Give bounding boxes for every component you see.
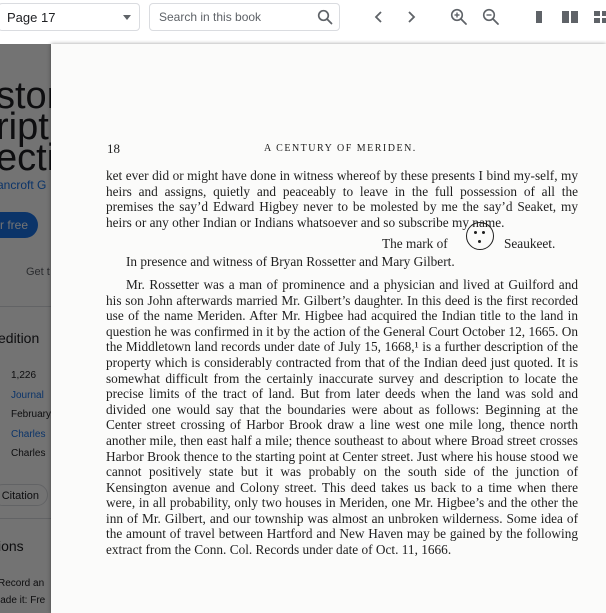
single-page-view-icon[interactable] — [530, 8, 548, 26]
search-icon[interactable] — [317, 9, 333, 30]
paragraph: Mr. Rossetter was a man of prominence and a physician and lived at Guilford and his son John afterwards married Mr. Gilbert’s daughter. In this deed is the first recorded use of the name Meriden. After Mr. Higbee had acquired the Indian title to the land in question he was confirmed in it by the action of the General Court October 12, 1665. On the Middletown land records under date of July 15, 1668,¹ is a further description of the property which is considerably contracted from that of the Indian deed just quoted. It is somewhat difficult from the certainly inaccurate survey and description to locate the precise limits of the tract of land. But from later deeds when the land was sold and divided one would say that the boundaries were about as follows: Beginning at the Center street crossing of Harbor Brook draw a line west one mile long, thence north another mile, then east half a mile; thence southeast to about where Broad street crosses Harbor Brook thence to the starting point at Center street. Just where his house stood we cannot positively state but it was probably on the south side of the junction of Kensington avenue and Colony street. This deed takes us back to a time when there were, in all probability, only two houses in Meriden, one Mr. Higbee’s and the other the inn of Mr. Gilbert, and our township was almost an unbroken wilderness. Some idea of the amount of travel between Hartford and New Haven may be gained by the following extract from the Conn. Col. Records under date of Oct. 11, 1666. — [106, 276, 578, 558]
page-number: 18 — [107, 141, 120, 156]
paragraph: In presence and witness of Bryan Rossetter and Mary Gilbert. — [126, 254, 455, 270]
paragraph: ket ever did or might have done in witness whereof by these presents I bind my-self, my heirs and assigns, quietly and peaceably to leave in the full possession of all the premises the say’d Edward Higbey never to be molested by me the say’d Seaket, my heirs or any other Indian or Indians whatsoever and so subscribe my name. — [106, 168, 578, 230]
book-page-scan[interactable] — [51, 44, 606, 613]
previous-page-icon[interactable] — [370, 8, 388, 26]
page-text — [106, 168, 578, 558]
page-selector[interactable] — [0, 3, 140, 31]
page-selector-value: Page 17 — [7, 10, 56, 25]
grid-view-icon[interactable] — [592, 8, 606, 26]
zoom-out-icon[interactable] — [482, 8, 500, 26]
zoom-in-icon[interactable] — [450, 8, 468, 26]
mark-label: The mark of — [382, 236, 448, 252]
two-page-view-icon[interactable] — [561, 8, 579, 26]
mark-circle-icon — [466, 222, 494, 250]
chevron-down-icon — [123, 15, 131, 20]
signature-mark-line — [106, 230, 578, 254]
next-page-icon[interactable] — [402, 8, 420, 26]
book-toolbar — [0, 0, 606, 40]
search-input[interactable] — [159, 9, 309, 25]
running-head: A CENTURY OF MERIDEN. — [264, 143, 417, 154]
signature-name: Seaukeet. — [504, 236, 556, 252]
search-in-book-field[interactable] — [149, 3, 340, 31]
